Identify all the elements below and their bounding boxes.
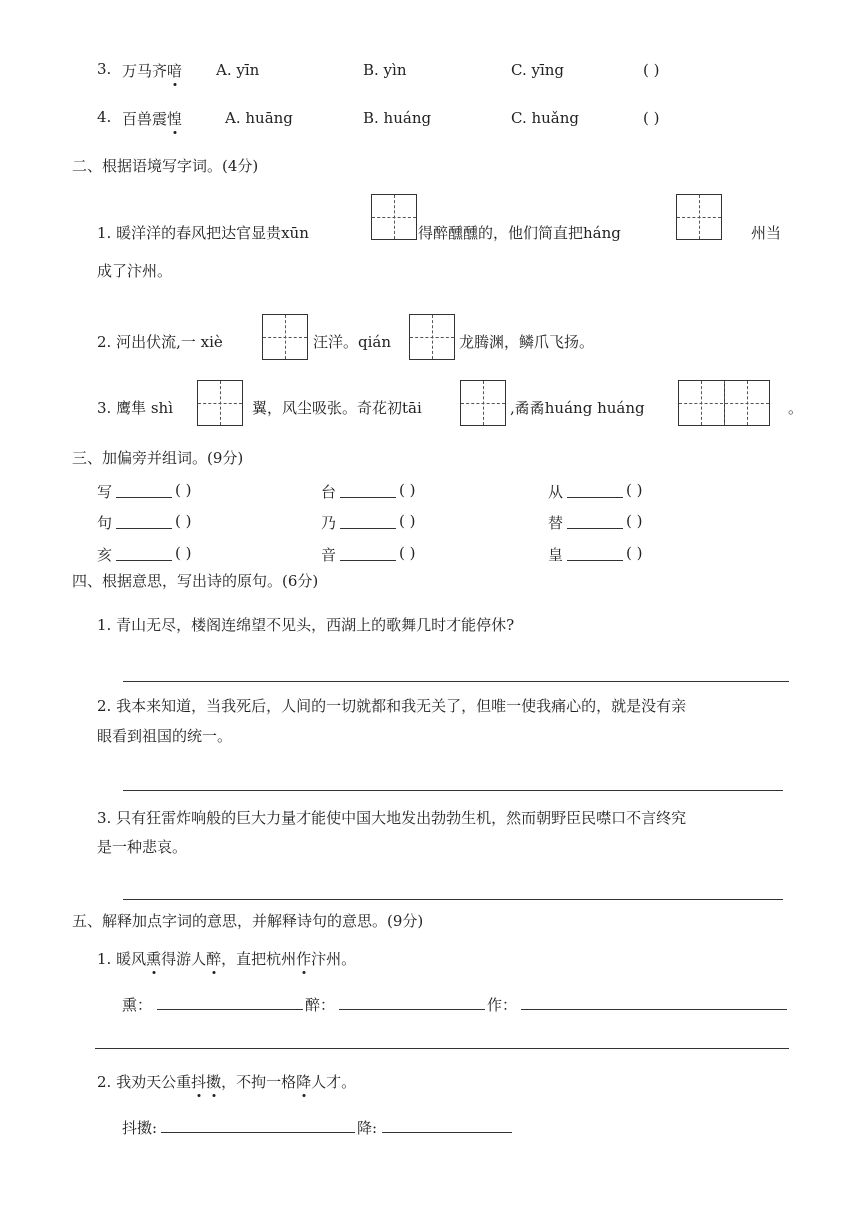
- s4-answer-line-3[interactable]: [123, 899, 783, 900]
- answer-paren[interactable]: ( ): [643, 109, 660, 127]
- answer-blank[interactable]: [340, 497, 396, 498]
- option-b: B. huáng: [363, 109, 432, 127]
- answer-blank[interactable]: [340, 560, 396, 561]
- base-char: 写: [97, 483, 113, 501]
- s4-item1-text: 1. 青山无尽，楼阁连绵望不见头，西湖上的歌舞几时才能停休?: [97, 616, 515, 634]
- s5-item1-answer-line[interactable]: [95, 1048, 789, 1049]
- writing-grid-qian[interactable]: [409, 314, 455, 360]
- label-xun: 熏：: [122, 996, 153, 1014]
- answer-paren[interactable]: ( ): [643, 61, 660, 79]
- section-3-title: 三、加偏旁并组词。(9分): [72, 449, 244, 467]
- word-paren[interactable]: ( ): [399, 544, 416, 562]
- word-paren[interactable]: ( ): [399, 481, 416, 499]
- s2-item2-text-a: 2. 河出伏流,一 xiè: [97, 333, 223, 351]
- option-a: A. huāng: [225, 109, 293, 127]
- answer-blank[interactable]: [567, 528, 623, 529]
- answer-zuo[interactable]: [521, 1009, 787, 1010]
- grid-guide: [747, 381, 748, 425]
- s4-item2-text-b: 眼看到祖国的统一。: [97, 727, 233, 745]
- s2-item3-text-d: 。: [788, 399, 804, 417]
- s2-item3-text-c: ,矞矞huáng huáng: [510, 399, 645, 417]
- option-b: B. yìn: [363, 61, 407, 79]
- writing-grid-hang[interactable]: [676, 194, 722, 240]
- s2-item1-text-d: 成了汴州。: [97, 262, 173, 280]
- answer-blank[interactable]: [567, 560, 623, 561]
- section-2-title: 二、根据语境写字词。(4分): [72, 157, 259, 175]
- s2-item2-text-b: 汪洋。qián: [313, 333, 392, 351]
- label-zui: 醉：: [305, 996, 336, 1014]
- answer-dousou[interactable]: [161, 1132, 355, 1133]
- item-number: 4.: [97, 108, 112, 126]
- grid-divider: [724, 381, 725, 425]
- writing-grid-xie[interactable]: [262, 314, 308, 360]
- base-char: 句: [97, 514, 113, 532]
- item-number: 3.: [97, 60, 112, 78]
- item-word: 百兽震惶: [122, 110, 183, 128]
- section-5-title: 五、解释加点字词的意思，并解释诗句的意思。(9分): [72, 912, 424, 930]
- s5-item1-text: 1. 暖风熏得游人醉，直把杭州作汴州。: [97, 950, 357, 968]
- base-char: 皇: [548, 546, 564, 564]
- s2-item1-text-a: 1. 暖洋洋的春风把达官显贵xūn: [97, 224, 309, 242]
- writing-grid-xun[interactable]: [371, 194, 417, 240]
- word-paren[interactable]: ( ): [626, 544, 643, 562]
- writing-grid-tai[interactable]: [460, 380, 506, 426]
- base-char: 从: [548, 483, 564, 501]
- word-paren[interactable]: ( ): [175, 512, 192, 530]
- label-jiang: 降:: [357, 1119, 378, 1137]
- base-char: 替: [548, 514, 564, 532]
- s5-item2-text: 2. 我劝天公重抖擞，不拘一格降人才。: [97, 1073, 357, 1091]
- word-paren[interactable]: ( ): [175, 544, 192, 562]
- answer-xun[interactable]: [157, 1009, 303, 1010]
- answer-blank[interactable]: [116, 528, 172, 529]
- s2-item2-text-c: 龙腾渊，鳞爪飞扬。: [459, 333, 595, 351]
- word-paren[interactable]: ( ): [626, 481, 643, 499]
- word-paren[interactable]: ( ): [399, 512, 416, 530]
- s2-item1-text-c: 州当: [751, 224, 782, 242]
- label-dousou: 抖擞:: [122, 1119, 158, 1137]
- grid-guide: [701, 381, 702, 425]
- base-char: 乃: [321, 514, 337, 532]
- writing-grid-shi[interactable]: [197, 380, 243, 426]
- s4-answer-line-1[interactable]: [123, 681, 789, 682]
- answer-jiang[interactable]: [382, 1132, 512, 1133]
- section-4-title: 四、根据意思，写出诗的原句。(6分): [72, 572, 319, 590]
- word-paren[interactable]: ( ): [175, 481, 192, 499]
- label-zuo: 作：: [487, 996, 518, 1014]
- answer-blank[interactable]: [116, 560, 172, 561]
- answer-blank[interactable]: [116, 497, 172, 498]
- s2-item3-text-b: 翼，风尘吸张。奇花初tāi: [252, 399, 422, 417]
- base-char: 亥: [97, 546, 113, 564]
- word-paren[interactable]: ( ): [626, 512, 643, 530]
- s2-item1-text-b: 得醉醺醺的，他们简直把háng: [418, 224, 621, 242]
- s4-item3-text-a: 3. 只有狂雷炸响般的巨大力量才能使中国大地发出勃勃生机，然而朝野臣民噤口不言终究: [97, 809, 687, 827]
- s4-item3-text-b: 是一种悲哀。: [97, 838, 188, 856]
- option-c: C. huǎng: [511, 109, 580, 127]
- s4-answer-line-2[interactable]: [123, 790, 783, 791]
- option-a: A. yīn: [216, 61, 260, 79]
- s4-item2-text-a: 2. 我本来知道，当我死后，人间的一切就都和我无关了，但唯一使我痛心的，就是没有亲: [97, 697, 687, 715]
- option-c: C. yīng: [511, 61, 565, 79]
- base-char: 音: [321, 546, 337, 564]
- base-char: 台: [321, 483, 337, 501]
- answer-zui[interactable]: [339, 1009, 485, 1010]
- answer-blank[interactable]: [340, 528, 396, 529]
- answer-blank[interactable]: [567, 497, 623, 498]
- item-word: 万马齐喑: [122, 62, 183, 80]
- writing-grid-huanghuang[interactable]: [678, 380, 770, 426]
- s2-item3-text-a: 3. 鹰隼 shì: [97, 399, 174, 417]
